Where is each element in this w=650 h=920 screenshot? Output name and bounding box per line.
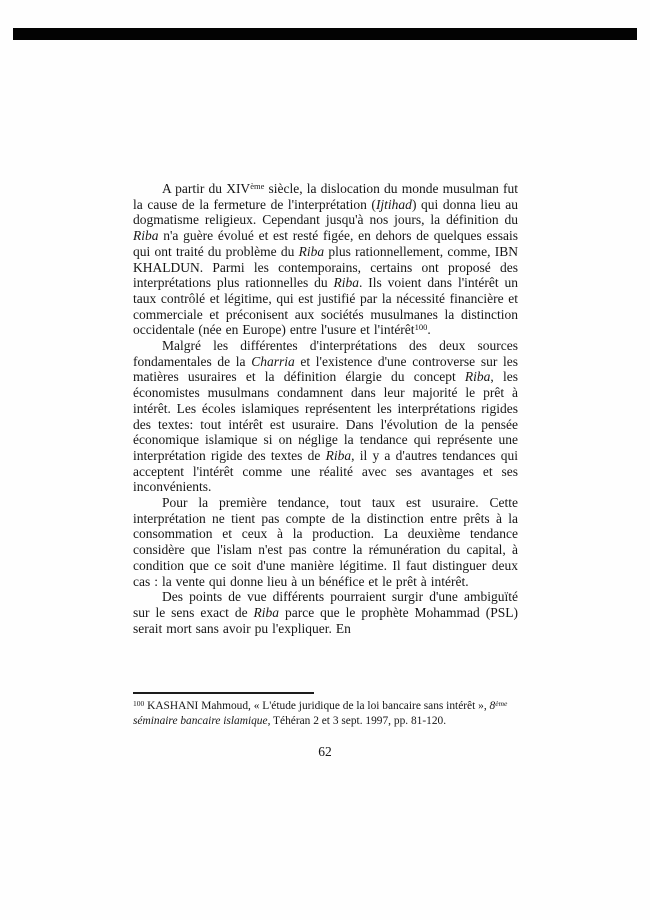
text-run: siècle, la dislocation du monde musulman fut la cause de la fermeture de l'interprétation ( [133,181,518,212]
text-run: parce que le prophète Mohammad (PSL) serait mort sans avoir pu l'expliquer. En [133,604,518,636]
italic-term: Charria [251,353,295,369]
italic-term: Riba [464,369,491,385]
superscript: 100 [414,322,428,333]
text-run: . Ils voient dans l'intérêt un taux contrôlé et légitime, qui est justifié par la nécessité financière et commerciale et préconisent aux sociétés musulmanes la distinction occidentale (née en Europe) entre l'usure et l'intérêt [133,275,519,338]
body-text [133,181,518,636]
superscript: 100 [133,698,145,708]
italic-term: Ijtihad [375,196,412,212]
text-run: Pour la première tendance, tout taux est usuraire. Cette interprétation ne tient pas compte de la distinction entre prêts à la consommation et ceux à la production. La deuxième tendance considère que l'islam n'est pas contre la rémunération du capital, à condition que ce soit d'une manière légitime. Il faut distinguer deux cas : la vente qui donne lieu à un bénéfice et le prêt à intérêt. [133,495,518,589]
text-run: , il y a d'autres tendances qui acceptent l'intérêt comme une réalité avec ses avantages et ses inconvénients. [133,447,519,495]
paragraph [133,495,518,589]
text-run: et l'existence d'une controverse sur les matières usuraires et la définition élargie du concept [133,353,518,385]
footnote-separator [133,692,314,694]
text-run: Malgré les différentes d'interprétations des deux sources fondamentales de la [133,338,518,369]
text-run: plus rationnellement, comme, IBN KHALDUN. Parmi les contemporains, certains ont proposé des interprétations plus rationnelles du [133,243,518,291]
paragraph [133,181,518,338]
text-run: A partir du XIV [162,181,251,196]
italic-term: Riba [325,447,352,463]
italic-term: séminaire bancaire islamique [133,715,268,728]
text-run: KASHANI Mahmoud, « L'étude juridique de la loi bancaire sans intérêt », [144,700,490,712]
text-run: . [427,322,431,338]
scan-artifact-bar [13,28,637,40]
paragraph [133,589,518,636]
paragraph [133,338,518,495]
page-number: 62 [318,744,332,759]
superscript: ème [495,698,508,708]
text-run: , les économistes musulmans condamnent dans leur majorité le prêt à intérêt. Les écoles islamiques représentent les interprétations rigides des textes: tout intérêt est usuraire. Dans l'évolution de la pensée économique islamique si on néglige la tendance qui représente une interprétation rigide des textes de [133,369,518,463]
text-run: ) qui donna lieu au dogmatisme religieux. Cependant jusqu'à nos jours, la définition du [133,196,519,228]
italic-term: Riba [298,243,325,259]
italic-term: Riba [133,228,159,244]
superscript: ème [250,181,265,191]
footnote-area [133,692,523,730]
italic-term: 8 [489,700,496,712]
text-run: n'a guère évolué et est resté figée, en dehors de quelques essais qui ont traité du problème du [133,228,518,259]
text-run: Des points de vue différents pourraient surgir d'une ambiguïté sur le sens exact de [133,589,518,620]
italic-term: Riba [253,604,280,620]
text-run: , Téhéran 2 et 3 sept. 1997, pp. 81-120. [267,715,447,728]
footnote [133,699,523,730]
italic-term: Riba [333,275,360,291]
